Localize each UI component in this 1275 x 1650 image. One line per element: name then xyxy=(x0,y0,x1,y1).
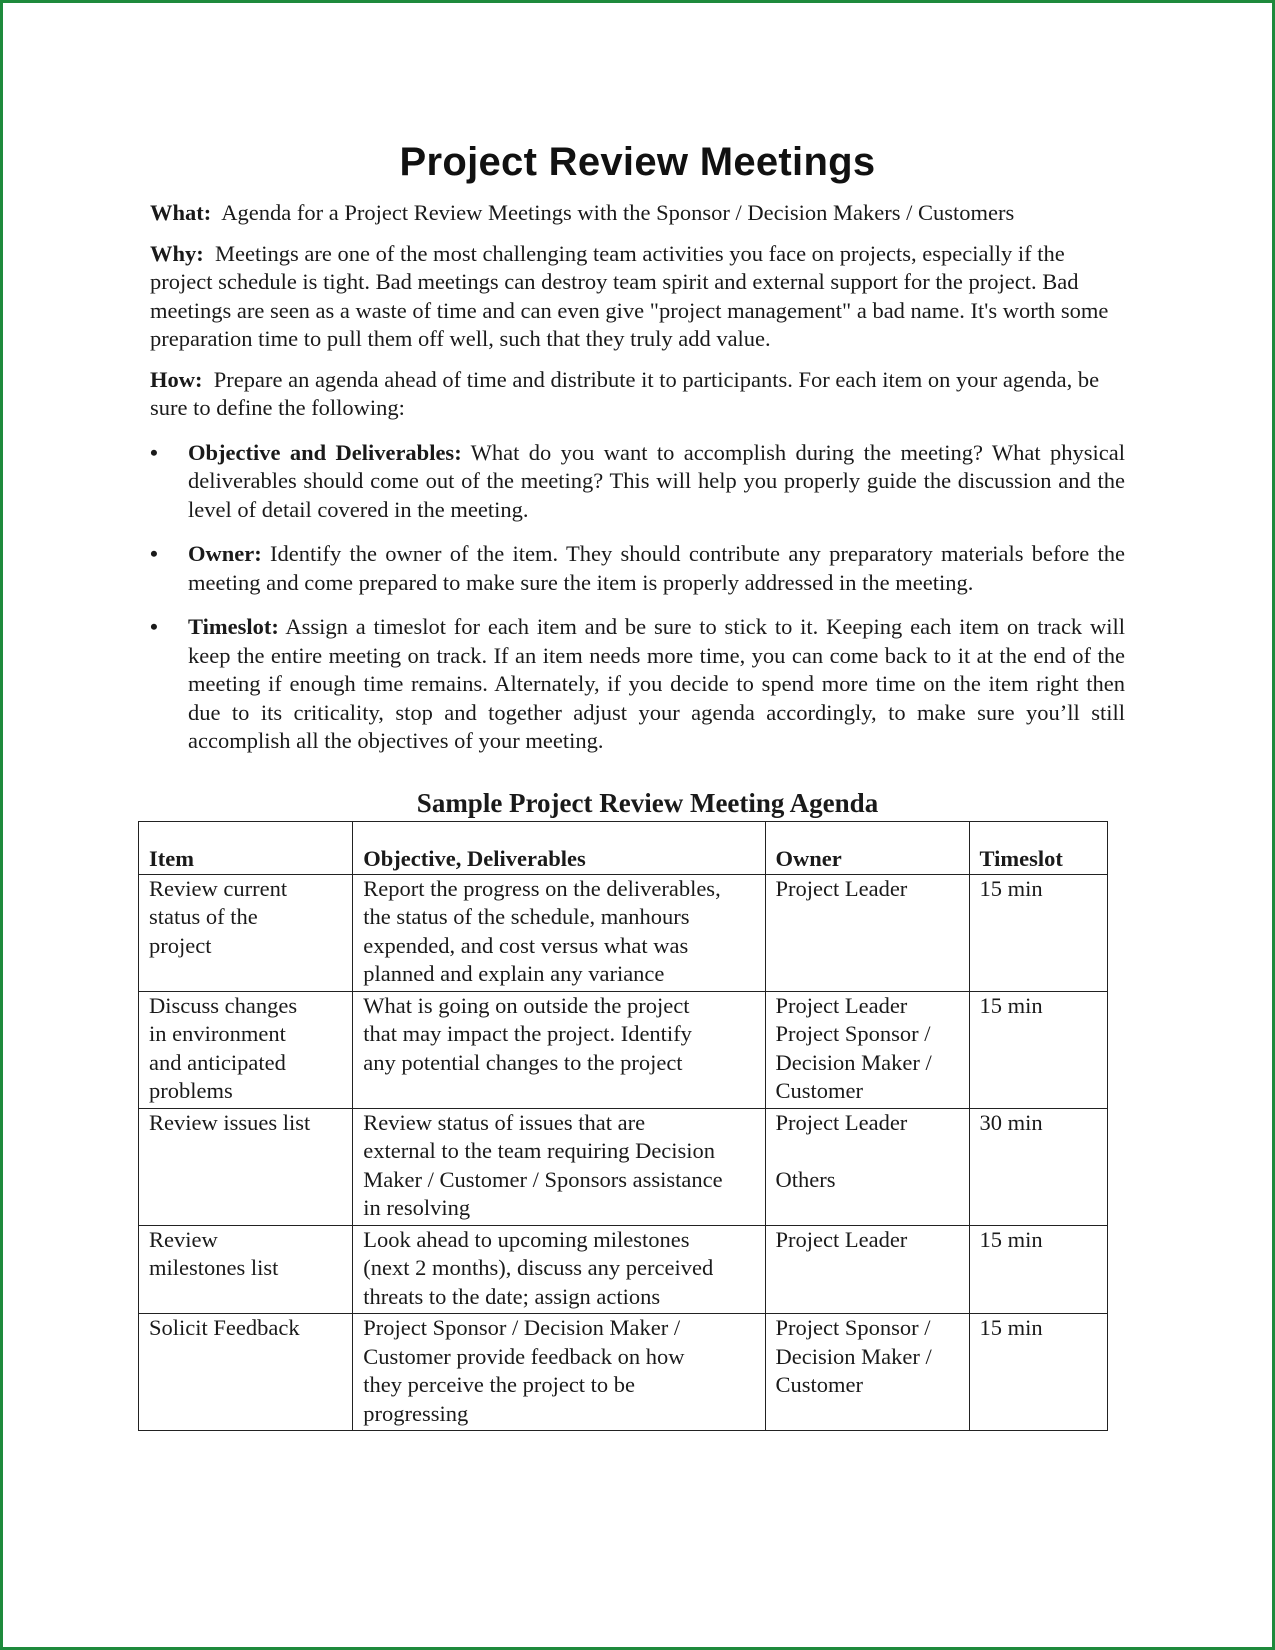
cell-line: Project Sponsor / Decision Maker / xyxy=(363,1315,681,1340)
cell-timeslot xyxy=(969,1225,1107,1314)
cell-timeslot xyxy=(969,1108,1107,1225)
cell-line: project xyxy=(149,932,212,958)
cell-line: 15 min xyxy=(979,992,1043,1018)
agenda-table xyxy=(138,821,1108,1432)
cell-line: Project Leader xyxy=(775,875,908,901)
cell-line: Decision Maker / xyxy=(775,1343,932,1369)
what-label: What: xyxy=(150,200,212,225)
cell-line: Discuss changes xyxy=(149,992,298,1018)
table-row xyxy=(139,1108,1108,1225)
cell-line: threats to the date; assign actions xyxy=(363,1283,661,1309)
cell-owner xyxy=(765,1108,969,1225)
table-body xyxy=(139,874,1108,1431)
cell-objective xyxy=(353,991,765,1108)
how-paragraph xyxy=(150,366,1125,423)
table-row xyxy=(139,991,1108,1108)
cell-objective xyxy=(353,1108,765,1225)
cell-objective xyxy=(353,874,765,991)
cell-line: Solicit Feedback xyxy=(149,1315,300,1340)
cell-item xyxy=(139,1314,353,1431)
cell-line: (next 2 months), discuss any perceived xyxy=(363,1255,714,1280)
cell-line: Review current xyxy=(149,875,288,901)
cell-line: Project Leader xyxy=(775,992,908,1018)
cell-line: Customer provide feedback on how xyxy=(363,1343,685,1369)
cell-item xyxy=(139,991,353,1108)
cell-line: 15 min xyxy=(979,1315,1043,1340)
cell-line: Project Leader xyxy=(775,1226,908,1252)
cell-line: progressing xyxy=(363,1400,469,1426)
bullet-label: Objective and Deliverables: xyxy=(188,439,462,465)
cell-owner xyxy=(765,874,969,991)
cell-item xyxy=(139,1108,353,1225)
what-text: Agenda for a Project Review Meetings with the Sponsor / Decision Makers / Customers xyxy=(221,200,1015,225)
why-text: Meetings are one of the most challenging team activities you face on projects, especially if the project schedule is tight. Bad meetings can destroy team spirit and external support for the project. Bad meetings are seen as a waste of time and can even give "project management" a bad name. It's worth some preparation time to pull them off well, such that they truly add value. xyxy=(150,240,1109,351)
cell-line: in resolving xyxy=(363,1195,471,1220)
header-timeslot: Timeslot xyxy=(969,821,1107,874)
cell-line: 15 min xyxy=(979,1226,1043,1252)
table-row xyxy=(139,874,1108,991)
cell-line: Customer xyxy=(775,1372,863,1397)
why-paragraph xyxy=(150,240,1125,354)
how-label: How: xyxy=(150,366,203,392)
cell-item xyxy=(139,1225,353,1314)
cell-line: external to the team requiring Decision xyxy=(363,1138,716,1163)
cell-line: 15 min xyxy=(979,875,1043,901)
cell-line: Project Leader xyxy=(775,1109,908,1135)
what-paragraph xyxy=(150,199,1125,228)
page-title: Project Review Meetings xyxy=(399,140,876,184)
bullet-label: Timeslot: xyxy=(188,614,279,639)
cell-line: What is going on outside the project xyxy=(363,992,690,1018)
table-row xyxy=(139,1314,1108,1431)
table-header-row xyxy=(139,821,1108,874)
document-page xyxy=(150,140,1125,1431)
bullet-text: What do you want to accomplish during the meeting? What physical deliverables should come out of the meeting? This will help you properly guide the discussion and the level of detail covered in the meeting. xyxy=(188,439,1125,522)
why-label: Why: xyxy=(150,240,204,266)
cell-line: Look ahead to upcoming milestones xyxy=(363,1226,690,1252)
cell-spacer xyxy=(776,1137,959,1166)
cell-owner xyxy=(765,991,969,1108)
cell-timeslot xyxy=(969,991,1107,1108)
cell-line: Project Sponsor / xyxy=(775,1315,931,1340)
bullet-marker: • xyxy=(150,541,158,566)
cell-timeslot xyxy=(969,1314,1107,1431)
cell-line: Maker / Customer / Sponsors assistance xyxy=(363,1166,723,1192)
header-objective: Objective, Deliverables xyxy=(353,821,765,874)
cell-line: Report the progress on the deliverables, xyxy=(363,875,721,901)
cell-line: that may impact the project. Identify xyxy=(363,1021,692,1046)
bullet-marker: • xyxy=(150,439,158,465)
table-title: Sample Project Review Meeting Agenda xyxy=(416,787,879,818)
bullet-label: Owner: xyxy=(188,541,262,566)
cell-owner xyxy=(765,1225,969,1314)
cell-line: Decision Maker / xyxy=(775,1049,932,1075)
cell-line: Review status of issues that are xyxy=(363,1109,646,1135)
bullet-marker: • xyxy=(150,614,158,639)
cell-line: status of the xyxy=(149,904,258,929)
cell-line: expended, and cost versus what was xyxy=(363,932,689,958)
cell-line: planned and explain any variance xyxy=(363,961,665,986)
cell-line: Review issues list xyxy=(149,1109,311,1135)
cell-line: Others xyxy=(775,1166,836,1192)
cell-line: the status of the schedule, manhours xyxy=(363,904,690,929)
bullet-objective xyxy=(150,439,1125,525)
cell-line: Project Sponsor / xyxy=(775,1021,931,1046)
bullet-text: Assign a timeslot for each item and be sure to stick to it. Keeping each item on track will keep the entire meeting on track. If an item needs more time, you can come back to it at the end of the meeting if enough time remains. Alternately, if you decide to spend more time on the item right then due to its criticality, stop and together adjust your agenda accordingly, to make sure you’ll still accomplish all the objectives of your meeting. xyxy=(188,614,1125,753)
table-row xyxy=(139,1225,1108,1314)
cell-line: any potential changes to the project xyxy=(363,1049,683,1075)
bullet-text: Identify the owner of the item. They should contribute any preparatory materials before the meeting and come prepared to make sure the item is properly addressed in the meeting. xyxy=(188,541,1126,595)
cell-item xyxy=(139,874,353,991)
bullet-owner xyxy=(150,540,1125,597)
cell-line: Review xyxy=(149,1226,218,1252)
cell-objective xyxy=(353,1314,765,1431)
cell-line: they perceive the project to be xyxy=(363,1372,636,1397)
cell-owner xyxy=(765,1314,969,1431)
cell-line: 30 min xyxy=(979,1109,1043,1135)
cell-timeslot xyxy=(969,874,1107,991)
header-owner: Owner xyxy=(765,821,969,874)
cell-line: milestones list xyxy=(149,1255,279,1280)
cell-objective xyxy=(353,1225,765,1314)
cell-line: and anticipated xyxy=(149,1049,286,1075)
how-text: Prepare an agenda ahead of time and distribute it to participants. For each item on your agenda, be sure to define the following: xyxy=(150,366,1100,420)
cell-line: Customer xyxy=(775,1078,863,1103)
header-item: Item xyxy=(139,821,353,874)
cell-line: in environment xyxy=(149,1021,286,1046)
definition-list xyxy=(150,439,1125,756)
bullet-timeslot xyxy=(150,613,1125,756)
cell-line: problems xyxy=(149,1078,233,1103)
